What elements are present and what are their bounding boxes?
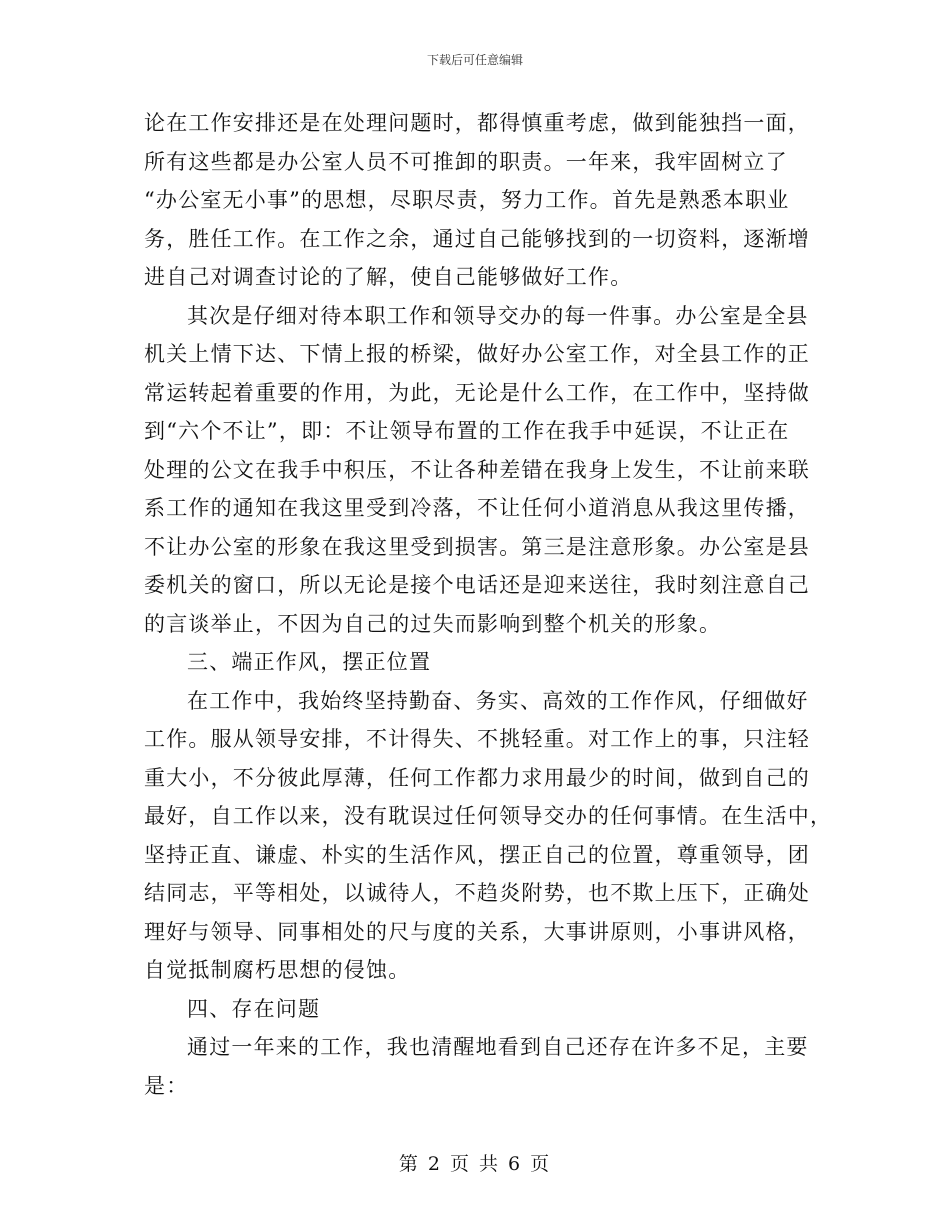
body-line: 到“六个不让”，即：不让领导布置的工作在我手中延误，不让正在 bbox=[144, 419, 790, 443]
paragraph-start-line: 通过一年来的工作，我也清醒地看到自己还存在许多不足，主要 bbox=[187, 1035, 809, 1059]
body-line: 处理的公文在我手中积压，不让各种差错在我身上发生，不让前来联 bbox=[144, 457, 810, 482]
body-line: 常运转起着重要的作用，为此，无论是什么工作，在工作中，坚持做 bbox=[144, 380, 810, 405]
body-line: 坚持正直、谦虚、朴实的生活作风，摆正自己的位置，尊重领导，团 bbox=[144, 842, 810, 867]
paragraph-start-line: 在工作中，我始终坚持勤奋、务实、高效的工作作风，仔细做好 bbox=[187, 688, 809, 713]
body-line: “办公室无小事”的思想，尽职尽责，努力工作。首先是熟悉本职业 bbox=[144, 188, 790, 212]
document-body bbox=[144, 104, 833, 1105]
section-heading: 三、端正作风，摆正位置 bbox=[187, 650, 432, 674]
page-header bbox=[0, 52, 950, 68]
body-line: 重大小，不分彼此厚薄，任何工作都力求用最少的时间，做到自己的 bbox=[144, 765, 810, 790]
body-line: 务，胜任工作。在工作之余，通过自己能够找到的一切资料，逐渐增 bbox=[144, 226, 810, 251]
page-footer bbox=[0, 1152, 950, 1176]
body-line: 的言谈举止，不因为自己的过失而影响到整个机关的形象。 bbox=[144, 611, 722, 636]
body-line: 所有这些都是办公室人员不可推卸的职责。一年来，我牢固树立了 bbox=[144, 149, 788, 174]
body-line: 最好，自工作以来，没有耽误过任何领导交办的任何事情。在生活中， bbox=[144, 804, 833, 828]
section-heading: 四、存在问题 bbox=[187, 996, 321, 1021]
paragraph-start-line: 其次是仔细对待本职工作和领导交办的每一件事。办公室是全县 bbox=[187, 303, 809, 328]
body-line: 工作。服从领导安排，不计得失、不挑轻重。对工作上的事，只注轻 bbox=[144, 727, 810, 751]
body-line: 进自己对调查讨论的了解，使自己能够做好工作。 bbox=[144, 265, 633, 289]
header-note: 下载后可任意编辑 bbox=[426, 53, 523, 67]
body-line: 系工作的通知在我这里受到冷落，不让任何小道消息从我这里传播， bbox=[144, 496, 810, 520]
body-line: 结同志，平等相处，以诚待人，不趋炎附势，也不欺上压下，正确处 bbox=[144, 881, 810, 905]
body-line: 论在工作安排还是在处理问题时，都得慎重考虑，做到能独挡一面， bbox=[144, 111, 810, 135]
body-line: 理好与领导、同事相处的尺与度的关系，大事讲原则，小事讲风格， bbox=[144, 919, 810, 944]
body-line: 委机关的窗口，所以无论是接个电话还是迎来送往，我时刻注意自己 bbox=[144, 573, 810, 597]
body-line: 自觉抵制腐朽思想的侵蚀。 bbox=[144, 958, 411, 982]
body-line: 机关上情下达、下情上报的桥梁，做好办公室工作，对全县工作的正 bbox=[144, 342, 810, 366]
page-number: 第 2 页 共 6 页 bbox=[398, 1153, 552, 1175]
body-line: 不让办公室的形象在我这里受到损害。第三是注意形象。办公室是县 bbox=[144, 534, 810, 559]
body-line: 是： bbox=[144, 1073, 189, 1098]
